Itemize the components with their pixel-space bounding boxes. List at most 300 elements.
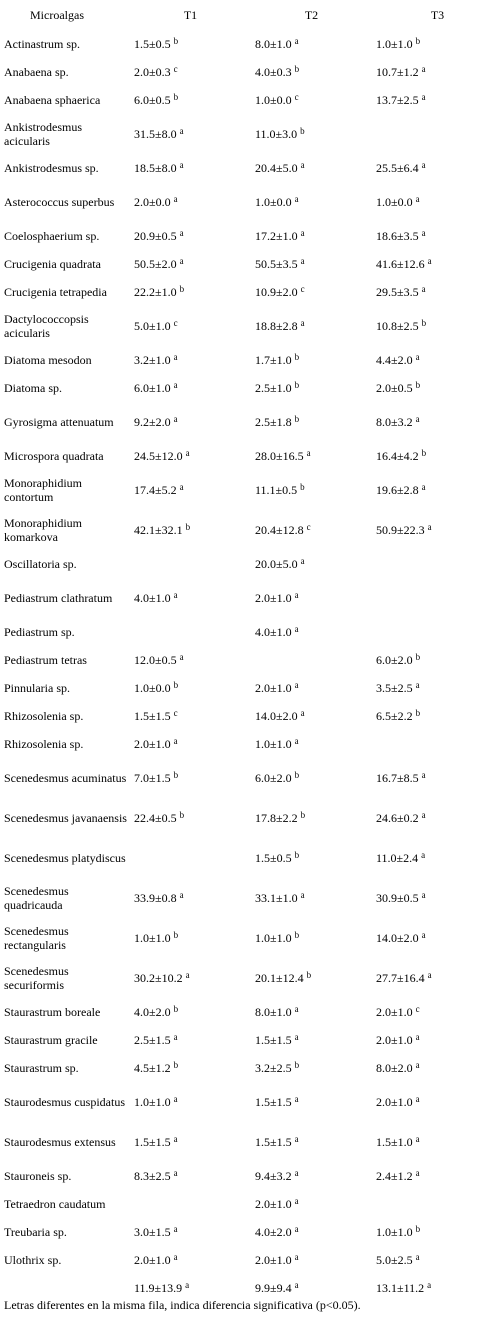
significance-letter-t3: a: [415, 1252, 420, 1262]
table-row: [0, 58, 503, 86]
value-t3: [372, 798, 503, 838]
value-t1: [130, 1218, 251, 1246]
value-t3: [372, 1190, 503, 1218]
significance-letter-t2: b: [294, 64, 300, 74]
table-row: [0, 30, 503, 58]
value-t1: [130, 1190, 251, 1218]
value-t3: [372, 1274, 503, 1302]
value-t3-text: 8.0±3.2: [376, 415, 413, 429]
value-t3-text: 1.0±0.0: [376, 195, 413, 209]
table-row: [0, 1190, 503, 1218]
value-t1-text: 7.0±1.5: [134, 771, 171, 785]
table-row: [0, 578, 503, 618]
value-t2-text: 2.0±1.0: [255, 591, 292, 605]
value-t1: [130, 114, 251, 154]
value-t2-text: 9.4±3.2: [255, 1169, 292, 1183]
value-t1-text: 1.0±0.0: [134, 681, 171, 695]
value-t2: [251, 306, 372, 346]
value-t2: [251, 1246, 372, 1274]
value-t3: [372, 618, 503, 646]
value-t1: [130, 86, 251, 114]
table-row: [0, 306, 503, 346]
significance-letter-t2: b: [300, 810, 306, 820]
value-t1-text: 22.2±1.0: [134, 285, 177, 299]
value-t2: [251, 1218, 372, 1246]
value-t2-text: 1.0±1.0: [255, 931, 292, 945]
value-t1: [130, 1026, 251, 1054]
value-t3: [372, 442, 503, 470]
value-t3: [372, 30, 503, 58]
significance-letter-t2: a: [294, 1196, 299, 1206]
significance-letter-t2: a: [294, 1168, 299, 1178]
table-row: [0, 646, 503, 674]
value-t2: [251, 510, 372, 550]
value-t2: [251, 1190, 372, 1218]
value-t2: [251, 730, 372, 758]
value-t3-text: 24.6±0.2: [376, 811, 419, 825]
significance-letter-t1: a: [179, 256, 184, 266]
value-t3: [372, 470, 503, 510]
significance-letter-t3: a: [415, 1134, 420, 1144]
value-t3-text: 1.0±1.0: [376, 1225, 413, 1239]
value-t1-text: 30.2±10.2: [134, 971, 183, 985]
value-t1: [130, 798, 251, 838]
species-name: Anabaena sphaerica: [4, 93, 101, 107]
value-t1-text: 24.5±12.0: [134, 449, 183, 463]
value-t1-text: 6.0±0.5: [134, 93, 171, 107]
value-t3-text: 1.5±1.0: [376, 1135, 413, 1149]
table-row: [0, 510, 503, 550]
species-name: Staurastrum boreale: [4, 1005, 101, 1019]
significance-letter-t1: a: [173, 1032, 178, 1042]
table-row: [0, 1026, 503, 1054]
table-row: [0, 958, 503, 998]
significance-letter-t2: c: [300, 284, 305, 294]
value-t3: [372, 402, 503, 442]
value-t2: [251, 442, 372, 470]
significance-letter-t1: a: [185, 1280, 190, 1290]
value-t2-text: 14.0±2.0: [255, 709, 298, 723]
value-t2: [251, 402, 372, 442]
significance-letter-t3: a: [421, 160, 426, 170]
value-t1-text: 3.0±1.5: [134, 1225, 171, 1239]
value-t1: [130, 182, 251, 222]
significance-letter-t2: b: [300, 482, 305, 492]
value-t3-text: 19.6±2.8: [376, 483, 419, 497]
significance-letter-t1: b: [173, 930, 179, 940]
value-t2-text: 33.1±1.0: [255, 891, 298, 905]
table-row: [0, 730, 503, 758]
value-t1: [130, 442, 251, 470]
significance-letter-t2: b: [294, 380, 300, 390]
value-t1: [130, 1054, 251, 1082]
value-t1-text: 4.0±2.0: [134, 1005, 171, 1019]
value-t1-text: 17.4±5.2: [134, 483, 177, 497]
value-t1: [130, 1162, 251, 1190]
value-t3: [372, 646, 503, 674]
value-t3: [372, 958, 503, 998]
value-t3: [372, 250, 503, 278]
value-t1-text: 50.5±2.0: [134, 257, 177, 271]
significance-letter-t3: b: [421, 448, 427, 458]
table-row: [0, 222, 503, 250]
value-t2: [251, 550, 372, 578]
value-t3-text: 11.0±2.4: [376, 851, 419, 865]
table-row: [0, 618, 503, 646]
significance-letter-t2: b: [294, 1060, 300, 1070]
significance-letter-t3: a: [421, 770, 426, 780]
value-t1: [130, 730, 251, 758]
table-row: [0, 838, 503, 878]
value-t3-text: 1.0±1.0: [376, 37, 413, 51]
significance-letter-t3: a: [415, 414, 420, 424]
species-name: Pediastrum clathratum: [4, 591, 113, 605]
table-row: [0, 346, 503, 374]
species-name: Stauroneis sp.: [4, 1169, 72, 1183]
significance-letter-t2: a: [294, 736, 299, 746]
value-t2: [251, 182, 372, 222]
species-name: Oscillatoria sp.: [4, 557, 77, 571]
table-row: [0, 1054, 503, 1082]
significance-letter-t2: a: [300, 890, 305, 900]
value-t2: [251, 278, 372, 306]
value-t3: [372, 510, 503, 550]
species-name: Gyrosigma attenuatum: [4, 415, 114, 429]
species-name: Ulothrix sp.: [4, 1253, 62, 1267]
value-t3: [372, 346, 503, 374]
value-t2-text: 1.5±1.5: [255, 1135, 292, 1149]
value-t2-text: 4.0±1.0: [255, 625, 292, 639]
value-t2: [251, 878, 372, 918]
table-row: [0, 278, 503, 306]
value-t3: [372, 550, 503, 578]
value-t2-text: 1.5±1.5: [255, 1095, 292, 1109]
significance-letter-t2: a: [294, 194, 299, 204]
significance-letter-t2: a: [294, 624, 299, 634]
value-t1: [130, 838, 251, 878]
significance-letter-t3: a: [421, 482, 426, 492]
value-t1: [130, 346, 251, 374]
significance-letter-t2: a: [294, 590, 299, 600]
significance-letter-t3: a: [415, 194, 420, 204]
value-t1-text: 6.0±1.0: [134, 381, 171, 395]
value-t2-text: 2.0±1.0: [255, 1253, 292, 1267]
significance-letter-t2: a: [306, 448, 311, 458]
value-t1: [130, 510, 251, 550]
value-t2-text: 8.0±1.0: [255, 37, 292, 51]
value-t3-text: 25.5±6.4: [376, 161, 419, 175]
species-name: Pediastrum sp.: [4, 625, 75, 639]
significance-letter-t3: a: [415, 680, 420, 690]
header-t1: T1: [183, 8, 198, 22]
significance-letter-t1: b: [179, 810, 185, 820]
significance-letter-t2: a: [294, 1032, 299, 1042]
value-t1: [130, 278, 251, 306]
value-t3-text: 16.7±8.5: [376, 771, 419, 785]
value-t2-text: 1.5±0.5: [255, 851, 292, 865]
value-t2-text: 9.9±9.4: [255, 1281, 292, 1295]
value-t2: [251, 918, 372, 958]
significance-letter-t3: a: [421, 284, 426, 294]
footnote: Letras diferentes en la misma fila, indica diferencia significativa (p<0.05).: [4, 1298, 361, 1312]
value-t3: [372, 222, 503, 250]
significance-letter-t3: b: [415, 380, 421, 390]
value-t2-text: 11.1±0.5: [255, 483, 298, 497]
table-row: [0, 374, 503, 402]
significance-letter-t3: c: [415, 1004, 420, 1014]
value-t1-text: 11.9±13.9: [134, 1281, 183, 1295]
value-t2-text: 1.7±1.0: [255, 353, 292, 367]
table-row: [0, 918, 503, 958]
value-t1: [130, 918, 251, 958]
significance-letter-t2: a: [294, 1280, 299, 1290]
value-t1: [130, 758, 251, 798]
table-row: [0, 998, 503, 1026]
value-t3-text: 4.4±2.0: [376, 353, 413, 367]
significance-letter-t2: a: [300, 708, 305, 718]
species-name: Tetraedron caudatum: [4, 1197, 106, 1211]
value-t1-text: 2.0±0.3: [134, 65, 171, 79]
value-t3: [372, 918, 503, 958]
significance-letter-t1: a: [173, 414, 178, 424]
value-t3: [372, 578, 503, 618]
significance-letter-t1: a: [173, 736, 178, 746]
value-t3: [372, 702, 503, 730]
value-t1-text: 8.3±2.5: [134, 1169, 171, 1183]
significance-letter-t1: a: [173, 380, 178, 390]
significance-letter-t1: a: [173, 1224, 178, 1234]
species-name: Scenedesmus javanaensis: [4, 811, 127, 825]
significance-letter-t3: a: [415, 1168, 420, 1178]
value-t1: [130, 998, 251, 1026]
value-t2-text: 17.2±1.0: [255, 229, 298, 243]
value-t2: [251, 578, 372, 618]
significance-letter-t1: b: [185, 522, 191, 532]
value-t2: [251, 998, 372, 1026]
value-t1: [130, 30, 251, 58]
value-t3: [372, 58, 503, 86]
value-t3: [372, 1082, 503, 1122]
significance-letter-t3: a: [427, 256, 432, 266]
table-row: [0, 154, 503, 182]
value-t2: [251, 86, 372, 114]
value-t2-text: 17.8±2.2: [255, 811, 298, 825]
species-name: Scenedesmus acuminatus: [4, 771, 127, 785]
significance-letter-t3: a: [415, 1032, 420, 1042]
significance-letter-t1: a: [173, 1168, 178, 1178]
significance-letter-t2: a: [294, 36, 299, 46]
value-t3: [372, 278, 503, 306]
value-t1: [130, 58, 251, 86]
value-t2: [251, 702, 372, 730]
value-t1: [130, 470, 251, 510]
value-t2: [251, 1162, 372, 1190]
significance-letter-t1: b: [173, 92, 179, 102]
significance-letter-t3: a: [421, 850, 426, 860]
value-t3-text: 10.7±1.2: [376, 65, 419, 79]
significance-letter-t2: a: [294, 1134, 299, 1144]
species-name: Monoraphidium contortum: [4, 476, 82, 504]
species-name: Ankistrodesmus acicularis: [4, 120, 82, 148]
table-row: [0, 1218, 503, 1246]
significance-letter-t2: a: [294, 1252, 299, 1262]
value-t3: [372, 374, 503, 402]
value-t3-text: 5.0±2.5: [376, 1253, 413, 1267]
value-t2-text: 18.8±2.8: [255, 319, 298, 333]
value-t2-text: 8.0±1.0: [255, 1005, 292, 1019]
value-t1-text: 2.0±0.0: [134, 195, 171, 209]
value-t2: [251, 346, 372, 374]
significance-letter-t3: a: [421, 228, 426, 238]
species-name: Anabaena sp.: [4, 65, 69, 79]
significance-letter-t1: c: [173, 318, 178, 328]
value-t1: [130, 402, 251, 442]
value-t1: [130, 1122, 251, 1162]
value-t2-text: 2.0±1.0: [255, 1197, 292, 1211]
value-t3-text: 6.0±2.0: [376, 653, 413, 667]
value-t2-text: 50.5±3.5: [255, 257, 298, 271]
significance-letter-t1: a: [173, 1134, 178, 1144]
significance-letter-t2: b: [294, 850, 300, 860]
significance-letter-t2: a: [300, 556, 305, 566]
value-t3-text: 3.5±2.5: [376, 681, 413, 695]
value-t1: [130, 154, 251, 182]
value-t1: [130, 306, 251, 346]
value-t3: [372, 1054, 503, 1082]
value-t1-text: 20.9±0.5: [134, 229, 177, 243]
value-t1-text: 1.0±1.0: [134, 1095, 171, 1109]
value-t3: [372, 730, 503, 758]
species-name: Treubaria sp.: [4, 1225, 67, 1239]
significance-letter-t1: b: [173, 770, 179, 780]
species-name: Scenedesmus rectangularis: [4, 924, 69, 952]
value-t3-text: 16.4±4.2: [376, 449, 419, 463]
species-name: Scenedesmus platydiscus: [4, 851, 126, 865]
header-t3: T3: [430, 8, 445, 22]
value-t1: [130, 702, 251, 730]
value-t3-text: 29.5±3.5: [376, 285, 419, 299]
significance-letter-t1: a: [179, 160, 184, 170]
value-t2: [251, 1054, 372, 1082]
significance-letter-t1: a: [179, 126, 184, 136]
value-t1: [130, 674, 251, 702]
significance-letter-t2: c: [294, 92, 299, 102]
value-t2-text: 20.4±12.8: [255, 523, 304, 537]
table-row: [0, 550, 503, 578]
table-row: [0, 674, 503, 702]
value-t1: [130, 618, 251, 646]
significance-letter-t3: a: [421, 810, 426, 820]
significance-letter-t1: b: [179, 284, 185, 294]
value-t3: [372, 758, 503, 798]
significance-letter-t1: a: [173, 352, 178, 362]
value-t2: [251, 798, 372, 838]
value-t1-text: 4.5±1.2: [134, 1061, 171, 1075]
table-row: [0, 442, 503, 470]
table-row: [0, 402, 503, 442]
value-t3-text: 13.1±11.2: [376, 1281, 425, 1295]
significance-letter-t3: b: [421, 318, 427, 328]
value-t1: [130, 250, 251, 278]
value-t3: [372, 878, 503, 918]
significance-letter-t2: a: [300, 228, 305, 238]
value-t3-text: 30.9±0.5: [376, 891, 419, 905]
significance-letter-t2: b: [306, 970, 312, 980]
value-t2-text: 1.0±0.0: [255, 195, 292, 209]
significance-letter-t1: b: [173, 36, 179, 46]
species-name: Crucigenia tetrapedia: [4, 285, 107, 299]
significance-letter-t1: b: [173, 1060, 179, 1070]
table-row: [0, 702, 503, 730]
species-name: Monoraphidium komarkova: [4, 516, 82, 544]
value-t2-text: 10.9±2.0: [255, 285, 298, 299]
value-t2: [251, 114, 372, 154]
significance-letter-t3: a: [427, 970, 432, 980]
value-t3: [372, 182, 503, 222]
species-name: Rhizosolenia sp.: [4, 709, 84, 723]
significance-letter-t2: b: [294, 352, 300, 362]
value-t1-text: 1.5±0.5: [134, 37, 171, 51]
value-t1: [130, 550, 251, 578]
value-t2-text: 11.0±3.0: [255, 127, 298, 141]
significance-letter-t1: c: [173, 708, 178, 718]
value-t1-text: 18.5±8.0: [134, 161, 177, 175]
value-t2-text: 3.2±2.5: [255, 1061, 292, 1075]
species-name: Staurodesmus cuspidatus: [4, 1095, 125, 1109]
species-name: Rhizosolenia sp.: [4, 737, 84, 751]
significance-letter-t1: c: [173, 64, 178, 74]
table-row: [0, 250, 503, 278]
value-t2: [251, 1082, 372, 1122]
table-row: [0, 798, 503, 838]
value-t2-text: 2.0±1.0: [255, 681, 292, 695]
significance-letter-t1: a: [179, 652, 184, 662]
species-name: Staurodesmus extensus: [4, 1135, 116, 1149]
species-name: Staurastrum gracile: [4, 1033, 98, 1047]
table-row: [0, 1162, 503, 1190]
header-row: [0, 0, 503, 30]
value-t3-text: 13.7±2.5: [376, 93, 419, 107]
significance-letter-t2: a: [300, 256, 305, 266]
species-name: Scenedesmus quadricauda: [4, 884, 69, 912]
value-t1: [130, 958, 251, 998]
table-body: [0, 30, 503, 1302]
table-row: [0, 758, 503, 798]
significance-letter-t1: b: [173, 680, 179, 690]
value-t3: [372, 838, 503, 878]
significance-letter-t1: a: [185, 970, 190, 980]
value-t2-text: 2.5±1.0: [255, 381, 292, 395]
significance-letter-t1: b: [173, 1004, 179, 1014]
value-t2-text: 1.0±0.0: [255, 93, 292, 107]
significance-letter-t1: a: [173, 1094, 178, 1104]
value-t2: [251, 58, 372, 86]
value-t2: [251, 1026, 372, 1054]
significance-letter-t2: b: [294, 414, 300, 424]
value-t3-text: 2.0±0.5: [376, 381, 413, 395]
table-row: [0, 114, 503, 154]
significance-letter-t3: a: [421, 92, 426, 102]
significance-letter-t2: c: [306, 522, 311, 532]
value-t1-text: 5.0±1.0: [134, 319, 171, 333]
species-name: Coelosphaerium sp.: [4, 229, 100, 243]
significance-letter-t1: a: [179, 228, 184, 238]
value-t2-text: 4.0±0.3: [255, 65, 292, 79]
value-t1: [130, 222, 251, 250]
species-name: Microspora quadrata: [4, 449, 104, 463]
value-t2: [251, 222, 372, 250]
value-t2-text: 20.0±5.0: [255, 557, 298, 571]
